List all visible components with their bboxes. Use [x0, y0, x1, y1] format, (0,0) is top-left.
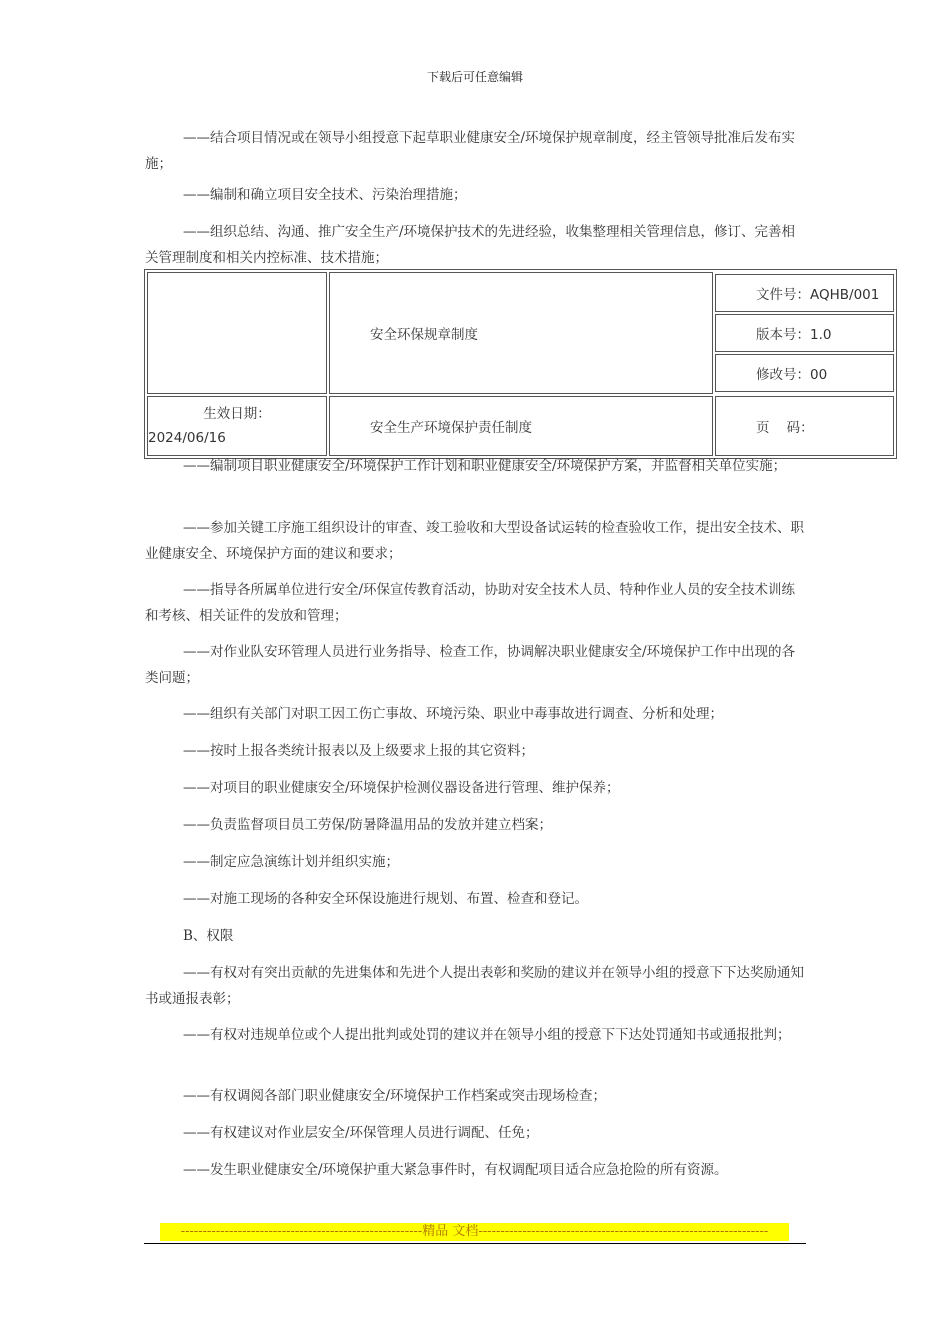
document-info-table	[144, 269, 897, 459]
paragraph: ——有权对违规单位或个人提出批判或处罚的建议并在领导小组的授意下下达处罚通知书或通报批判；	[183, 1027, 791, 1043]
footer-banner: -------------------------------------------------------精品 文档------------------------------------------------------------------	[160, 1223, 789, 1241]
paragraph: ——组织总结、沟通、推广安全生产/环境保护技术的先进经验，收集整理相关管理信息，修订、完善相关管理制度和相关内控标准、技术措施；	[145, 224, 796, 266]
page-number-cell: 页 码：	[715, 396, 894, 456]
paragraph: ——有权对有突出贡献的先进集体和先进个人提出表彰和奖励的建议并在领导小组的授意下下达奖励通知书或通报表彰；	[145, 965, 804, 1007]
paragraph: ——对作业队安环管理人员进行业务指导、检查工作，协调解决职业健康安全/环境保护工作中出现的各类问题；	[145, 644, 796, 686]
document-number: 文件号：AQHB/001	[715, 274, 894, 312]
paragraph: ——有权调阅各部门职业健康安全/环境保护工作档案或突击现场检查；	[183, 1088, 607, 1104]
paragraph: ——结合项目情况或在领导小组授意下起草职业健康安全/环境保护规章制度，经主管领导批准后发布实施；	[145, 130, 796, 172]
paragraph: ——编制和确立项目安全技术、污染治理措施；	[183, 187, 467, 203]
logo-cell	[147, 272, 327, 394]
paragraph: ——发生职业健康安全/环境保护重大紧急事件时，有权调配项目适合应急抢险的所有资源。	[183, 1162, 728, 1178]
revision-number: 修改号：00	[715, 354, 894, 392]
paragraph: ——指导各所属单位进行安全/环保宣传教育活动，协助对安全技术人员、特种作业人员的安全技术训练和考核、相关证件的发放和管理；	[145, 582, 796, 624]
paragraph: ——组织有关部门对职工因工伤亡事故、环境污染、职业中毒事故进行调查、分析和处理；	[183, 706, 723, 722]
responsibility-title-cell: 安全生产环境保护责任制度	[329, 396, 713, 456]
paragraph: ——有权建议对作业层安全/环保管理人员进行调配、任免；	[183, 1125, 539, 1141]
effective-date-label: 生效日期：	[203, 406, 271, 422]
paragraph: ——编制项目职业健康安全/环境保护工作计划和职业健康安全/环境保护方案，并监督相关单位实施；	[183, 458, 787, 474]
effective-date-cell	[147, 396, 327, 456]
paragraph: ——按时上报各类统计报表以及上级要求上报的其它资料；	[183, 743, 534, 759]
paragraph: ——对项目的职业健康安全/环境保护检测仪器设备进行管理、维护保养；	[183, 780, 620, 796]
paragraph: ——对施工现场的各种安全环保设施进行规划、布置、检查和登记。	[183, 891, 588, 907]
page-header: 下载后可任意编辑	[426, 70, 523, 84]
regulation-title-cell: 安全环保规章制度	[329, 272, 713, 394]
paragraph: ——负责监督项目员工劳保/防暑降温用品的发放并建立档案；	[183, 817, 553, 833]
paragraph: ——参加关键工序施工组织设计的审查、竣工验收和大型设备试运转的检查验收工作，提出安全技术、职业健康安全、环境保护方面的建议和要求；	[145, 520, 804, 562]
section-heading: B、权限	[183, 928, 234, 944]
footer-rule	[144, 1243, 806, 1244]
effective-date: 2024/06/16	[148, 430, 226, 446]
document-meta-cell	[715, 272, 894, 394]
version-number: 版本号：1.0	[715, 314, 894, 352]
paragraph: ——制定应急演练计划并组织实施；	[183, 854, 399, 870]
